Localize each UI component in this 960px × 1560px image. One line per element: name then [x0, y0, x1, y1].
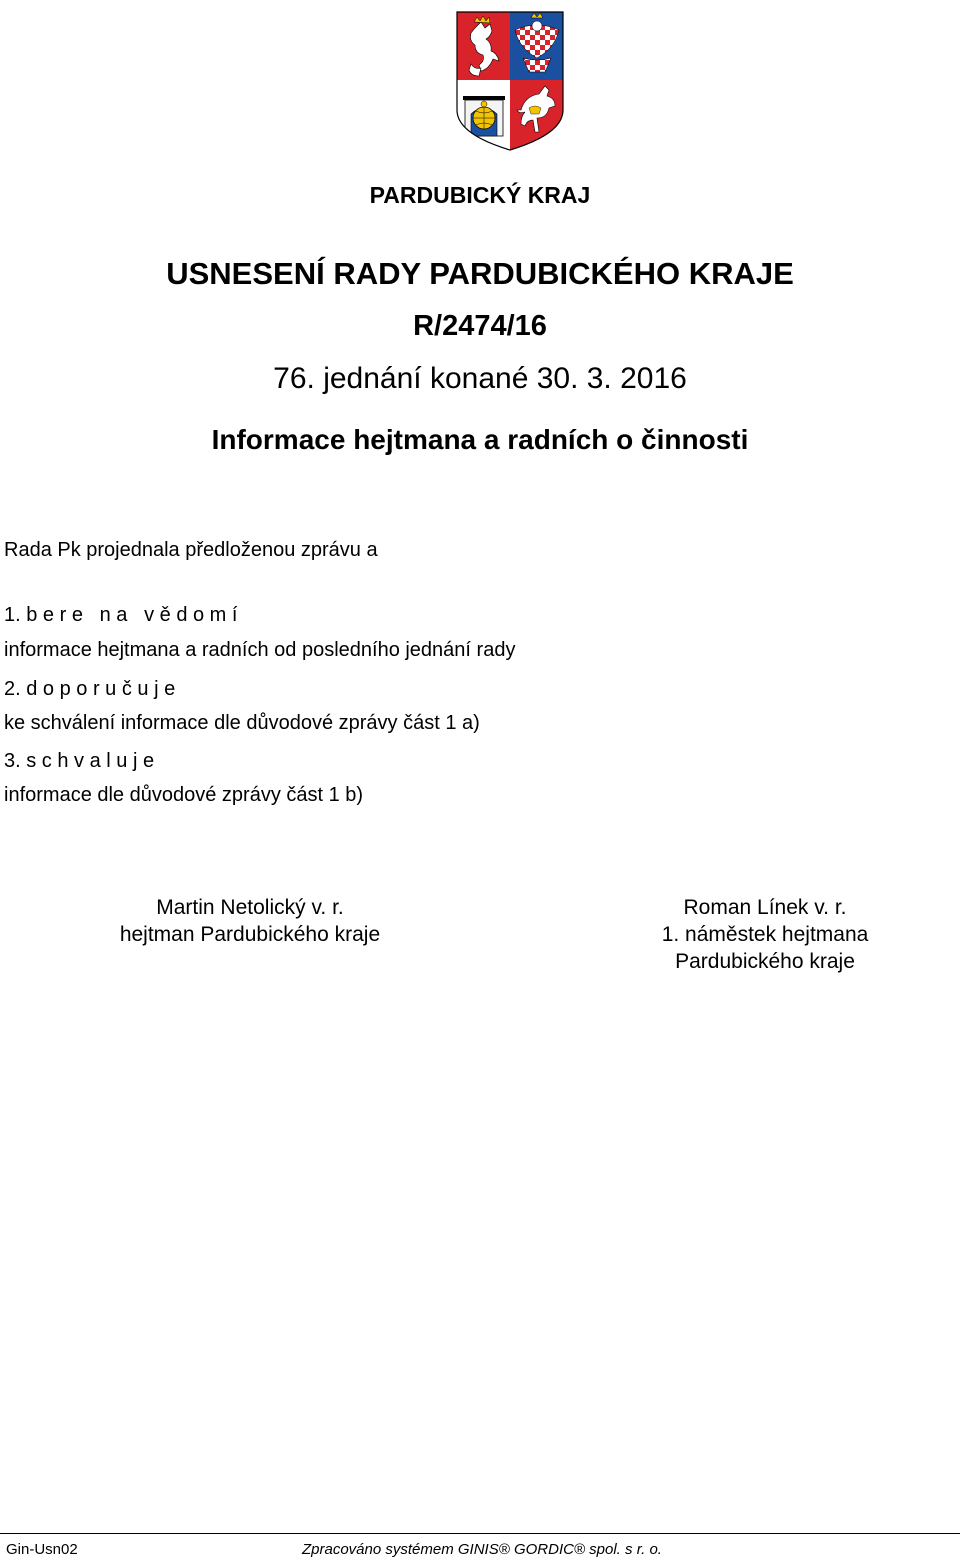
item-1-verb: 1. b e r e n a v ě d o m í [4, 604, 238, 626]
signature-right-name: Roman Línek v. r. [683, 896, 847, 919]
signature-left [60, 894, 440, 948]
footer-system-credit: Zpracováno systémem GINIS® GORDIC® spol. s r. o. [302, 1541, 662, 1558]
footer-divider [0, 1533, 960, 1534]
signature-right-role-line2: Pardubického kraje [675, 950, 855, 973]
horse-saddle [529, 106, 541, 114]
coat-of-arms-emblem [455, 10, 565, 152]
item-3-verb: 3. s c h v a l u j e [4, 750, 155, 772]
signature-left-name: Martin Netolický v. r. [156, 896, 344, 919]
meeting-date: 76. jednání konané 30. 3. 2016 [273, 362, 687, 395]
document-title: USNESENÍ RADY PARDUBICKÉHO KRAJE [166, 256, 794, 291]
signature-left-role: hejtman Pardubického kraje [119, 923, 381, 946]
resolution-number: R/2474/16 [413, 310, 547, 342]
intro-text: Rada Pk projednala předloženou zprávu a [4, 539, 378, 561]
gate-globe-figure [463, 96, 505, 136]
footer-form-code: Gin-Usn02 [6, 1541, 78, 1558]
item-2-text: ke schválení informace dle důvodové zprávy část 1 a) [4, 712, 480, 734]
signature-right [590, 894, 940, 975]
signature-right-role-line1: 1. náměstek hejtmana [661, 923, 869, 946]
item-3-text: informace dle důvodové zprávy část 1 b) [4, 784, 364, 806]
item-2-verb: 2. d o p o r u č u j e [4, 678, 176, 700]
resolution-subject: Informace hejtmana a radních o činnosti [211, 424, 749, 455]
item-1-text: informace hejtmana a radních od posledního jednání rady [4, 639, 516, 661]
region-heading: PARDUBICKÝ KRAJ [369, 182, 591, 208]
